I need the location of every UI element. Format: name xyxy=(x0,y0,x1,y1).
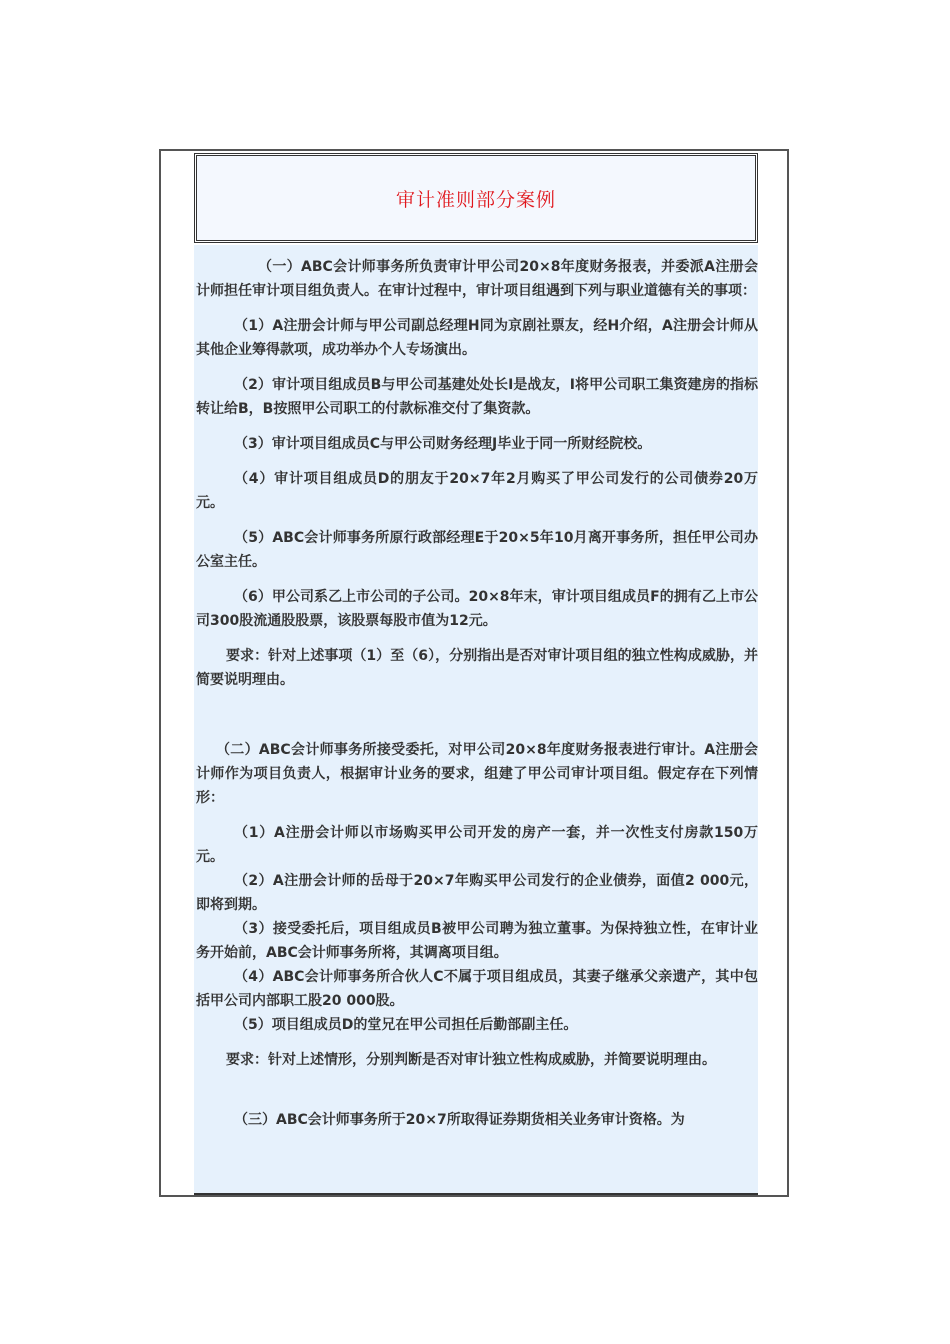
case2-item-3: （3）接受委托后，项目组成员B被甲公司聘为独立董事。为保持独立性，在审计业务开始前，ABC会计师事务所将，其调离项目组。 xyxy=(196,921,758,961)
case1-item-4: （4）审计项目组成员D的朋友于20×7年2月购买了甲公司发行的公司债券20万元。 xyxy=(196,471,758,511)
case1-item-3: （3）审计项目组成员C与甲公司财务经理J毕业于同一所财经院校。 xyxy=(234,436,652,452)
document-frame xyxy=(159,149,789,1197)
case1-item-1: （1）A注册会计师与甲公司副总经理H同为京剧社票友，经H介绍，A注册会计师从其他企业筹得款项，成功举办个人专场演出。 xyxy=(196,318,758,358)
spacer xyxy=(196,703,758,738)
spacer xyxy=(196,1083,758,1108)
content-bottom-border xyxy=(194,1193,758,1195)
document-content xyxy=(194,245,758,1197)
case2-requirement: 要求：针对上述情形，分别判断是否对审计独立性构成威胁，并简要说明理由。 xyxy=(226,1052,716,1068)
case2-intro: （二）ABC会计师事务所接受委托，对甲公司20×8年度财务报表进行审计。A注册会计师作为项目负责人，根据审计业务的要求，组建了甲公司审计项目组。假定存在下列情形： xyxy=(196,742,758,806)
case1-item-2: （2）审计项目组成员B与甲公司基建处处长I是战友，I将甲公司职工集资建房的指标转让给B，B按照甲公司职工的付款标准交付了集资款。 xyxy=(196,377,758,417)
case1-item-6: （6）甲公司系乙上市公司的子公司。20×8年末，审计项目组成员F的拥有乙上市公司300股流通股股票，该股票每股市值为12元。 xyxy=(196,589,758,629)
case3-intro: （三）ABC会计师事务所于20×7所取得证券期货相关业务审计资格。为 xyxy=(234,1112,685,1128)
case1-requirement: 要求：针对上述事项（1）至（6），分别指出是否对审计项目组的独立性构成威胁，并简要说明理由。 xyxy=(196,648,758,688)
case2-item-2: （2）A注册会计师的岳母于20×7年购买甲公司发行的企业债券，面值2 000元，即将到期。 xyxy=(196,873,758,913)
case2-item-5: （5）项目组成员D的堂兄在甲公司担任后勤部副主任。 xyxy=(234,1017,578,1033)
document-title: 审计准则部分案例 xyxy=(395,188,556,211)
case2-item-4: （4）ABC会计师事务所合伙人C不属于项目组成员，其妻子继承父亲遗产，其中包括甲公司内部职工股20 000股。 xyxy=(196,969,758,1009)
case1-intro: （一）ABC会计师事务所负责审计甲公司20×8年度财务报表，并委派A注册会计师担任审计项目组负责人。在审计过程中，审计项目组遇到下列与职业道德有关的事项： xyxy=(196,259,758,299)
case1-item-5: （5）ABC会计师事务所原行政部经理E于20×5年10月离开事务所，担任甲公司办公室主任。 xyxy=(196,530,758,570)
title-box xyxy=(194,153,758,243)
case2-item-1: （1）A注册会计师以市场购买甲公司开发的房产一套，并一次性支付房款150万元。 xyxy=(196,825,758,865)
